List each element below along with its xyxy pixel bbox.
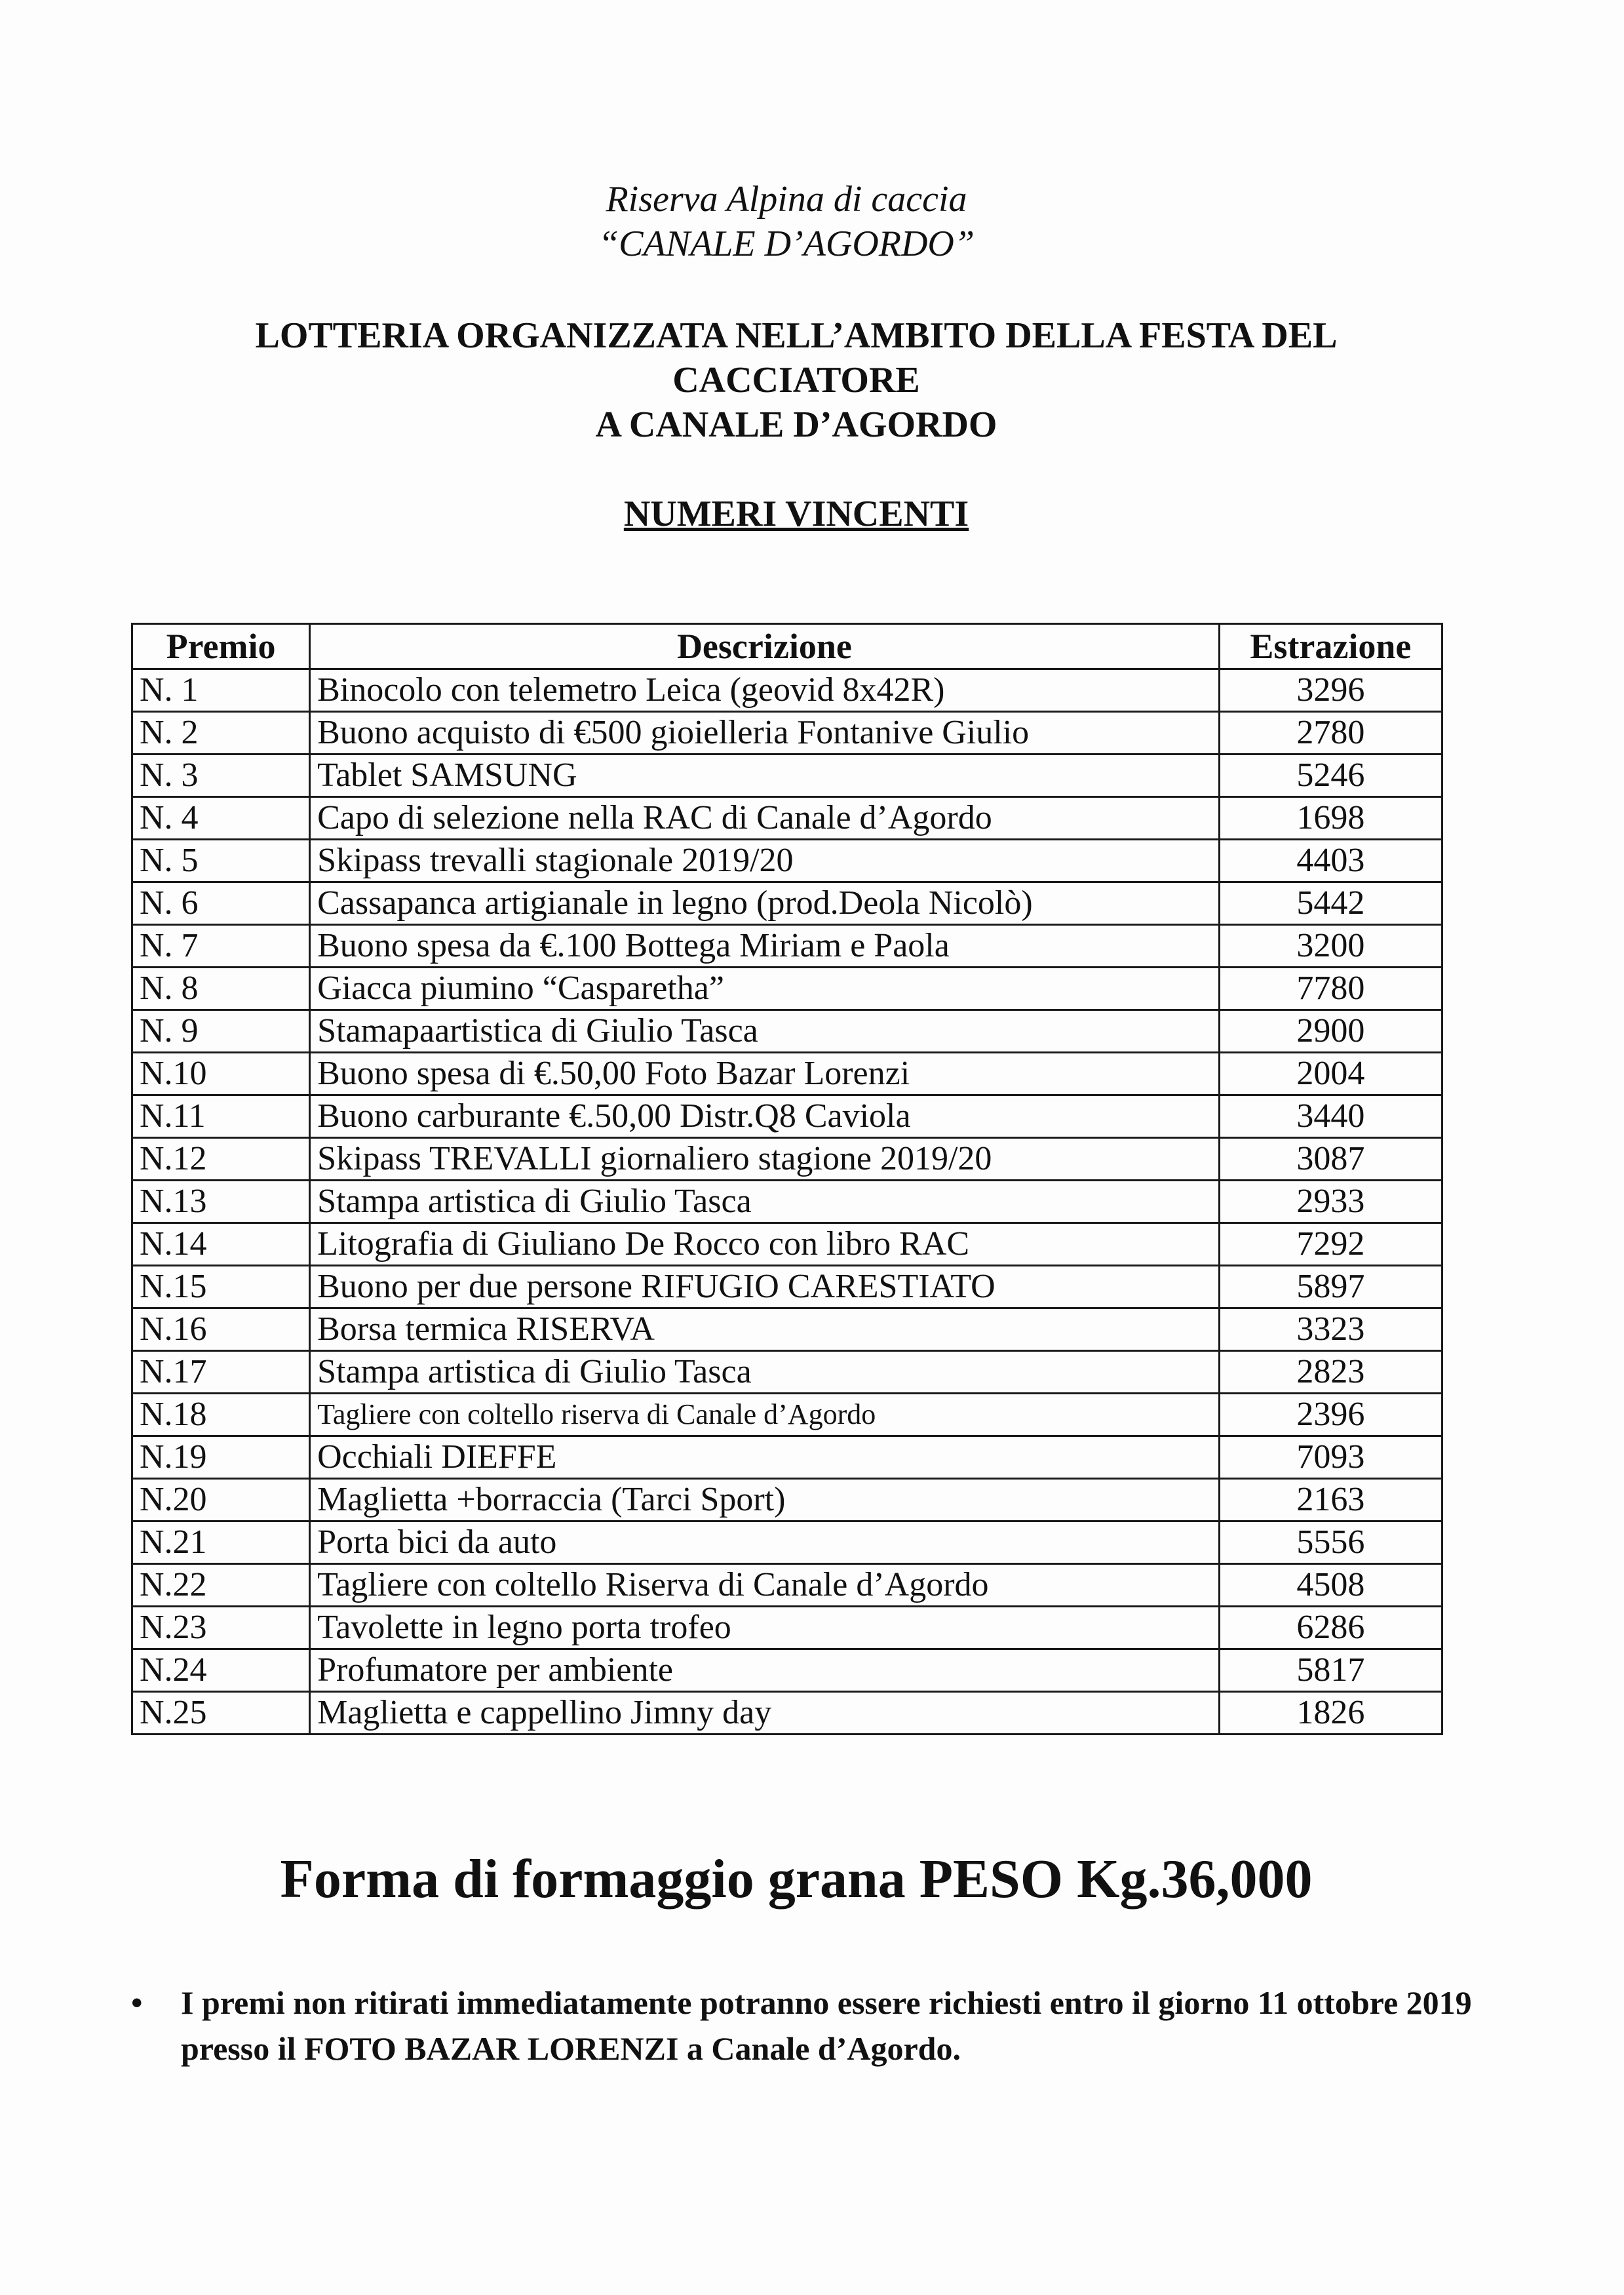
descrizione-cell: Litografia di Giuliano De Rocco con libro RAC	[310, 1223, 1220, 1266]
estrazione-cell: 7292	[1219, 1223, 1442, 1266]
estrazione-cell: 5556	[1219, 1521, 1442, 1564]
estrazione-cell: 3087	[1219, 1138, 1442, 1181]
document-title	[0, 313, 1593, 447]
estrazione-cell: 4403	[1219, 840, 1442, 882]
descrizione-cell: Occhiali DIEFFE	[310, 1436, 1220, 1479]
premio-cell: N.14	[132, 1223, 310, 1266]
header-location: “CANALE D’AGORDO”	[598, 224, 975, 264]
premio-cell: N.10	[132, 1053, 310, 1095]
premio-cell: N. 2	[132, 712, 310, 755]
premio-cell: N.25	[132, 1692, 310, 1735]
premio-cell: N.22	[132, 1564, 310, 1607]
header-organization: Riserva Alpina di caccia	[606, 179, 967, 220]
premio-cell: N. 6	[132, 882, 310, 925]
descrizione-cell: Binocolo con telemetro Leica (geovid 8x42R)	[310, 669, 1220, 712]
table-row	[132, 925, 1442, 968]
premio-cell: N. 1	[132, 669, 310, 712]
winning-numbers-table	[131, 623, 1443, 1735]
descrizione-cell: Buono spesa di €.50,00 Foto Bazar Lorenzi	[310, 1053, 1220, 1095]
estrazione-cell: 7780	[1219, 968, 1442, 1010]
descrizione-cell: Buono carburante €.50,00 Distr.Q8 Caviola	[310, 1095, 1220, 1138]
descrizione-cell: Stampa artistica di Giulio Tasca	[310, 1351, 1220, 1394]
estrazione-cell: 3200	[1219, 925, 1442, 968]
column-header-estrazione: Estrazione	[1219, 624, 1442, 669]
estrazione-cell: 3440	[1219, 1095, 1442, 1138]
premio-cell: N.19	[132, 1436, 310, 1479]
table-row	[132, 1308, 1442, 1351]
table-row	[132, 1564, 1442, 1607]
descrizione-cell: Stamapaartistica di Giulio Tasca	[310, 1010, 1220, 1053]
descrizione-cell: Tablet SAMSUNG	[310, 755, 1220, 797]
premio-cell: N.17	[132, 1351, 310, 1394]
descrizione-cell: Buono per due persone RIFUGIO CARESTIATO	[310, 1266, 1220, 1308]
estrazione-cell: 7093	[1219, 1436, 1442, 1479]
premio-cell: N. 9	[132, 1010, 310, 1053]
estrazione-cell: 3296	[1219, 669, 1442, 712]
table-row	[132, 882, 1442, 925]
premio-cell: N. 4	[132, 797, 310, 840]
descrizione-cell: Maglietta +borraccia (Tarci Sport)	[310, 1479, 1220, 1521]
note-paragraph	[131, 1980, 1507, 2071]
estrazione-cell: 4508	[1219, 1564, 1442, 1607]
estrazione-cell: 5897	[1219, 1266, 1442, 1308]
premio-cell: N.13	[132, 1181, 310, 1223]
estrazione-cell: 1698	[1219, 797, 1442, 840]
table-row	[132, 1479, 1442, 1521]
estrazione-cell: 2933	[1219, 1181, 1442, 1223]
estrazione-cell: 2004	[1219, 1053, 1442, 1095]
estrazione-cell: 5817	[1219, 1649, 1442, 1692]
title-line-3: A CANALE D’AGORDO	[595, 404, 997, 445]
table-row	[132, 1607, 1442, 1649]
table-row	[132, 1649, 1442, 1692]
premio-cell: N. 5	[132, 840, 310, 882]
table-row	[132, 669, 1442, 712]
descrizione-cell: Maglietta e cappellino Jimny day	[310, 1692, 1220, 1735]
table-row	[132, 1436, 1442, 1479]
table-row	[132, 755, 1442, 797]
estrazione-cell: 1826	[1219, 1692, 1442, 1735]
title-line-2: CACCIATORE	[672, 360, 920, 401]
descrizione-cell: Profumatore per ambiente	[310, 1649, 1220, 1692]
descrizione-cell: Borsa termica RISERVA	[310, 1308, 1220, 1351]
table-row	[132, 797, 1442, 840]
premio-cell: N.12	[132, 1138, 310, 1181]
estrazione-cell: 2396	[1219, 1394, 1442, 1436]
premio-cell: N. 3	[132, 755, 310, 797]
descrizione-cell: Buono acquisto di €500 gioielleria Fontanive Giulio	[310, 712, 1220, 755]
descrizione-cell: Tagliere con coltello riserva di Canale d’Agordo	[310, 1394, 1220, 1436]
table-row	[132, 1053, 1442, 1095]
table-row	[132, 712, 1442, 755]
descrizione-cell: Tavolette in legno porta trofeo	[310, 1607, 1220, 1649]
estrazione-cell: 2163	[1219, 1479, 1442, 1521]
table-row	[132, 1138, 1442, 1181]
premio-cell: N.21	[132, 1521, 310, 1564]
estrazione-cell: 2823	[1219, 1351, 1442, 1394]
descrizione-cell: Buono spesa da €.100 Bottega Miriam e Paola	[310, 925, 1220, 968]
table-row	[132, 1351, 1442, 1394]
descrizione-cell: Skipass TREVALLI giornaliero stagione 2019/20	[310, 1138, 1220, 1181]
table-row	[132, 1181, 1442, 1223]
title-line-1: LOTTERIA ORGANIZZATA NELL’AMBITO DELLA FESTA DEL	[255, 315, 1338, 356]
table-row	[132, 1223, 1442, 1266]
estrazione-cell: 2780	[1219, 712, 1442, 755]
table-row	[132, 840, 1442, 882]
table-row	[132, 1521, 1442, 1564]
premio-cell: N.15	[132, 1266, 310, 1308]
estrazione-cell: 5442	[1219, 882, 1442, 925]
descrizione-cell: Capo di selezione nella RAC di Canale d’Agordo	[310, 797, 1220, 840]
table-row	[132, 1095, 1442, 1138]
estrazione-cell: 6286	[1219, 1607, 1442, 1649]
estrazione-cell: 3323	[1219, 1308, 1442, 1351]
descrizione-cell: Giacca piumino “Casparetha”	[310, 968, 1220, 1010]
premio-cell: N.18	[132, 1394, 310, 1436]
table-row	[132, 1692, 1442, 1735]
premio-cell: N.16	[132, 1308, 310, 1351]
bullet-icon: •	[131, 1984, 143, 2021]
descrizione-cell: Skipass trevalli stagionale 2019/20	[310, 840, 1220, 882]
column-header-premio: Premio	[132, 624, 310, 669]
estrazione-cell: 5246	[1219, 755, 1442, 797]
table-row	[132, 968, 1442, 1010]
premio-cell: N.24	[132, 1649, 310, 1692]
descrizione-cell: Stampa artistica di Giulio Tasca	[310, 1181, 1220, 1223]
table-body	[132, 669, 1442, 1735]
descrizione-cell: Porta bici da auto	[310, 1521, 1220, 1564]
extra-prize: Forma di formaggio grana PESO Kg.36,000	[280, 1849, 1313, 1910]
section-subtitle: NUMERI VINCENTI	[623, 494, 969, 534]
table-row	[132, 1010, 1442, 1053]
column-header-descrizione: Descrizione	[310, 624, 1220, 669]
premio-cell: N.11	[132, 1095, 310, 1138]
table-row	[132, 1266, 1442, 1308]
table-row	[132, 1394, 1442, 1436]
estrazione-cell: 2900	[1219, 1010, 1442, 1053]
premio-cell: N.20	[132, 1479, 310, 1521]
descrizione-cell: Tagliere con coltello Riserva di Canale d’Agordo	[310, 1564, 1220, 1607]
premio-cell: N. 8	[132, 968, 310, 1010]
note-text: I premi non ritirati immediatamente potranno essere richiesti entro il giorno 11 ottobre 2019 presso il FOTO BAZAR LORENZI a Canale d’Agordo.	[181, 1984, 1472, 2067]
descrizione-cell: Cassapanca artigianale in legno (prod.Deola Nicolò)	[310, 882, 1220, 925]
premio-cell: N. 7	[132, 925, 310, 968]
premio-cell: N.23	[132, 1607, 310, 1649]
table-header-row	[132, 624, 1442, 669]
